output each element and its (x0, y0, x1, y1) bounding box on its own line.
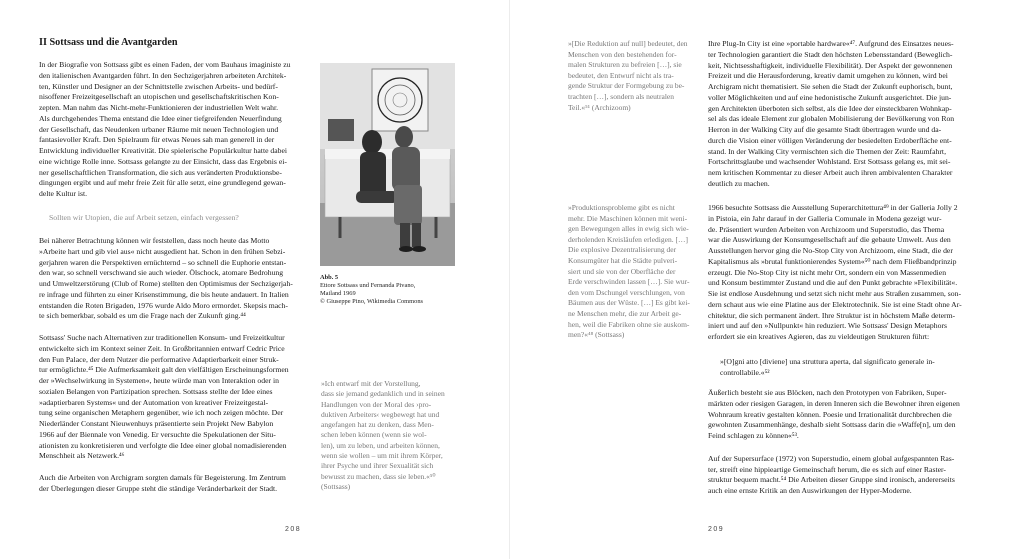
italian-quote: »[O]gni atto [diviene] una struttura aperta, dal significato generale in- controllabile.«⁵² (720, 357, 935, 377)
side-quote-sottsass-2: »Produktionsprobleme gibt es nicht mehr. Die Maschinen können mit weni- gen Bewegungen alles in ewig sich wie- derholenden Kreisläufen erledigen. […] Die explosive Dezentralisierung der Konsumgüter hat die Städte pulveri- siert und sie von der Oberfläche der Erde verschwinden lassen […]. Sie wur- den vom Dschungel verschlungen, von Bäumen aus der Wüste. […] Es gibt kei- ne Menschen mehr, die zur Arbeit ge- hen, weil die Fabriken ohne sie auskom- men?«⁴⁸ (Sottsass) (568, 203, 690, 340)
body-paragraph: Auch die Arbeiten von Archigram sorgten damals für Begeisterung. Im Zentrum der Überlegungen dieser Gruppe steht die ständige Veränderbarkeit der Stadt. (39, 473, 286, 493)
body-paragraph: 1966 besuchte Sottsass die Ausstellung Superarchitettura⁴⁹ in der Galleria Jolly 2 in Pistoia, ein Jahr darauf in der Galleria Comunale in Modena gezeigt wur- de. Präsentiert wurden Arbeiten von Archizoom und Superstudio, das Thema war die Auswirkung der Konsumgesellschaft auf die gebaute Umwelt. Aus den Ausstellungen hervor ging die No-Stop City von Archizoom, eine Stadt, die der Kapitalismus als »brutal funktionierendes System«⁵⁰ nach dem Fließbandprinzip erzeugt. Die No-Stop City ist nicht mehr Ort, sondern ein von Massenmedien und Konsum bestimmter Zustand und die auf den Punkt gebrachte »Flexibilität«. Sie ist endlose Ausdehnung und setzt sich nicht mehr aus Straßen zusammen, son- dern schaut aus wie eine Platine aus der Elektrotechnik. Sie ist eine Stadt ohne Ar- chitektur, die sich permanent ändert. Ihre Struktur ist in höchstem Maße determ- iniert und auf den »Nullpunkt« hin reduziert. Wie Sottsass' Design Metaphors erfordert sie ein kreatives Agieren, das zu vieldeutigen Strukturen führt: (708, 203, 962, 341)
caption-line: Mailand 1969 (320, 290, 356, 298)
left-main-column (39, 36, 313, 49)
left-text-block-2 (39, 236, 313, 495)
right-text-block-2 (708, 203, 982, 343)
photo-sottsass-pivano (320, 63, 455, 266)
pull-quote: Sollten wir Utopien, die auf Arbeit setzen, einfach vergessen? (49, 213, 239, 222)
body-paragraph: Bei näherer Betrachtung können wir feststellen, dass noch heute das Motto »Arbeite hart und gib viel aus« nicht ausgedient hat. Schon in den frühen Sebzi- gerjahren waren die Perspektiven ernüchternd – so schnell die Euphorie entstan- den war, so schnell verschwand sie auch wieder. Ölschock, atomare Bedrohung und Umweltzerstörung (Club of Rome) stellten den Optimismus der Sechzigerjah- re infrage und führten zu einer Krisenstimmung, die bis heute andauert. In Italien entstanden die Roten Brigaden, 1976 wurde Aldo Moro ermordet. Skepsis mach- te sich bemerkbar, sobald es um die Frage nach der Zukunft ging.⁴⁴ (39, 236, 293, 321)
page-number-left: 208 (285, 526, 302, 533)
left-text-block-1 (39, 60, 313, 211)
body-paragraph: Äußerlich besteht sie aus Blöcken, nach den Prototypen von Fabriken, Super- märkten oder riesigen Garagen, in deren Inneren sich die Bewohner ihren eigenen Wohnraum kreativ gestalten können. Poesie und Irrationalität durchbrechen die gewohnten Zusammenhänge, deshalb sieht Sottsass darin die »Waffe[n], um den Feind schlagen zu können«⁵³. (708, 388, 960, 440)
right-text-block-3 (708, 388, 982, 497)
photo-image (320, 63, 455, 266)
right-text-block-1 (708, 39, 982, 190)
caption-line: Ettore Sottsass und Fernanda Pivano, (320, 282, 416, 290)
photo-caption (320, 274, 460, 306)
section-heading: II Sottsass und die Avantgarden (39, 37, 178, 48)
page-number-right: 209 (708, 526, 725, 533)
side-quote-sottsass: »Ich entwarf mit der Vorstellung, dass sie jemand gedanklich und in seinen Handlungen von der Moral des ›pro- duktiven Arbeiters‹ wegbewegt hat und angefangen hat zu denken, dass Men- schen leben können (wenn sie wol- len), um zu leben, und arbeiten können, wenn sie wollen – um mit ihrem Körper, ihrer Psyche und ihrer Sexualität sich bewusst zu machen, dass sie leben.«⁵⁰ (Sottsass) (321, 379, 445, 491)
body-paragraph: In der Biografie von Sottsass gibt es einen Faden, der vom Bauhaus imaginiste zu den italienischen Avantgarden führt. In den Sechzigerjahren arbeiteten Architek- ten, Künstler und Designer an der Schnittstelle zwischen Arbeits- und bedürf- nisoffener Freizeitgesellschaft an utopischen und gesellschaftskritischen Kon- zepten. Man nahm das Nicht-mehr-Funktionieren der industriellen Welt wahr. Als durchgehendes Thema entstand die Idee einer tiefgreifenden Neuerfindung der Gesellschaft, das Neudenken urbaner Räume mit neuen Technologien und fantasievoller Kraft. Den Spielraum für etwas Neues sah man generell in der Entwicklung individueller Kreativität. Die spielerische Populärkultur hatte dabei eine wichtige Rolle inne. Sottsass gelangte zu der Einsicht, dass das Ergebnis ei- ner gesellschaftlichen Transformation, die sich aus veränderten Produktionsbe- dingungen ergibt und auf mehr freie Zeit für alle setzt, eine grundlegend gewan- delte Kultur ist. (39, 60, 291, 198)
body-paragraph: Sottsass' Suche nach Alternativen zur traditionellen Konsum- und Freizeitkultur entwickelte sich im Kontext seiner Zeit. In Großbritannien entwarf Cedric Price den Fun Palace, der dem Nutzer die performative Adaptierbarkeit einer Struk- tur ermöglichte.⁴⁵ Die Aufmerksamkeit galt den vielfältigen Erscheinungsformen der »Wechselwirkung in Systemen«, heute würde man von Interaktion oder in sozialen Belangen von Partizipation sprechen. Sottsass stellte der Idee eines »adaptierbaren Systems« und der Automation von kreativer Freizeitgestal- tung seine organischen Metaphern gegenüber, wie ich noch zeigen möchte. Der Niederländer Constant Nieuwenhuys präsentierte sein Projekt New Babylon 1966 auf der Biennale von Venedig. Er versuchte die Spekulationen der Situ- ationisten zu konkretisieren und verfolgte die Idee einer global nomadisierenden Menschheit als Netzwerk.⁴⁶ (39, 333, 289, 461)
side-quote-archizoom: »[Die Reduktion auf null] bedeutet, den Menschen von den bestehenden for- malen Strukturen zu befreien […], sie bedeutet, den Entwurf nicht als tra- gende Struktur der Formgebung zu be- trachten […], sondern als neutralen Teil.«⁵¹ (Archizoom) (568, 39, 688, 112)
body-paragraph: Ihre Plug-In City ist eine »portable hardware«⁴⁷. Aufgrund des Einsatzes neues- ter Technologien garantiert die Stadt den höchsten Lebensstandard (Beweglich- keit, Nichtsesshaftigkeit, individuelle Flexibilität). Der Aspekt der gewonnenen Freizeit und die Herausforderung, kreativ damit umgehen zu können, wird bei Archigram nicht thematisiert. Sie sehen die Stadt der Zukunft euphorisch, bunt, voller Möglichkeiten und auf eine hedonistische Zukunft ausgerichtet. Die jun- gen Architekten überboten sich selbst, als die Idee der einsteckbaren Wohnkap- sel als das ideale Element zur globalen Mobilisierung der Bevölkerung von Ron Herron in der Walking City auf die gesamte Stadt übertragen wurde und da- durch die Vision einer völligen Veränderung der besiedelten Erdoberfläche ent- stand. In der Walking City vermischten sich die Themen der Zeit: Raumfahrt, Fortschrittsglaube und wachsender Wohlstand. Erst Sottsass gelang es, mit sei- nem kritischen Kommentar zu dieser Arbeit auch ihren ambivalenten Charakter deutlich zu machen. (708, 39, 955, 188)
caption-figure-number: Abb. 5 (320, 274, 339, 281)
body-paragraph: Auf der Supersurface (1972) von Superstudio, einem global aufgespannten Ras- ter, streift eine hippieartige Gemeinschaft herum, die es sich auf einer Raster- struktur bequem macht.⁵⁴ Die Arbeiten dieser Gruppe sind ironisch, andererseits auch eine ernste Kritik an den Auswirkungen der Hyper-Moderne. (708, 453, 955, 495)
caption-credit: © Giuseppe Pino, Wikimedia Commons (320, 298, 423, 306)
right-page (510, 0, 1020, 559)
